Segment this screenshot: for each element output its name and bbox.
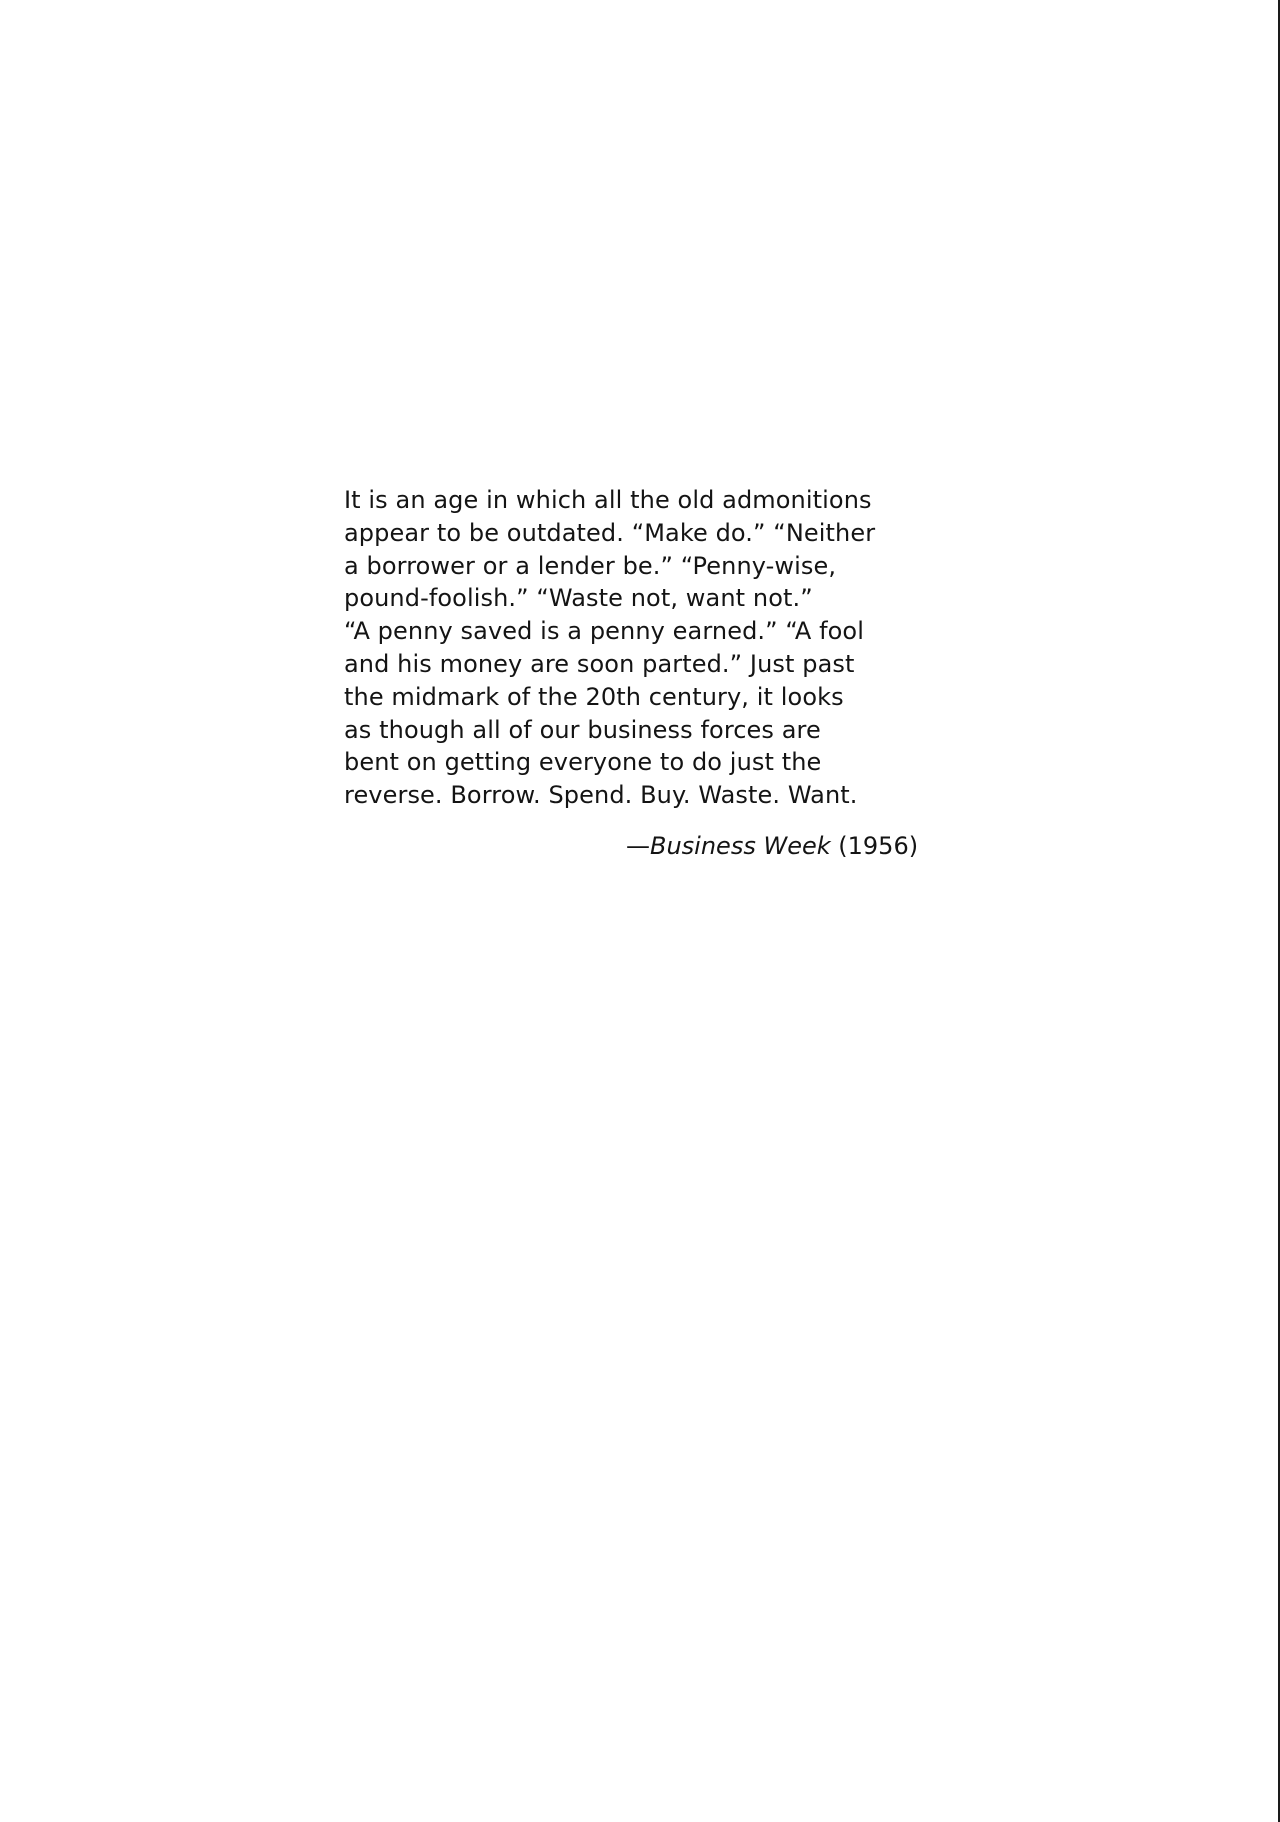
attribution-year: (1956) — [838, 832, 919, 860]
epigraph-attribution — [626, 830, 918, 862]
quote-line: pound-foolish.” “Waste not, want not.” — [344, 584, 813, 613]
quote-line: reverse. Borrow. Spend. Buy. Waste. Want. — [344, 781, 858, 810]
quote-line: bent on getting everyone to do just the — [344, 748, 822, 777]
quote-line: and his money are soon parted.” Just past — [344, 649, 855, 678]
quote-line: It is an age in which all the old admonitions — [344, 486, 872, 514]
quote-line: as though all of our business forces are — [344, 715, 821, 744]
epigraph-quote — [344, 484, 944, 812]
quote-line: a borrower or a lender be.” “Penny-wise, — [344, 551, 837, 580]
quote-line: appear to be outdated. “Make do.” “Neither — [344, 518, 876, 547]
quote-line: “A penny saved is a penny earned.” “A fool — [344, 617, 864, 646]
attribution-source: Business Week — [650, 832, 831, 860]
quote-line: the midmark of the 20th century, it looks — [344, 682, 844, 711]
attribution-dash: — — [626, 832, 650, 860]
